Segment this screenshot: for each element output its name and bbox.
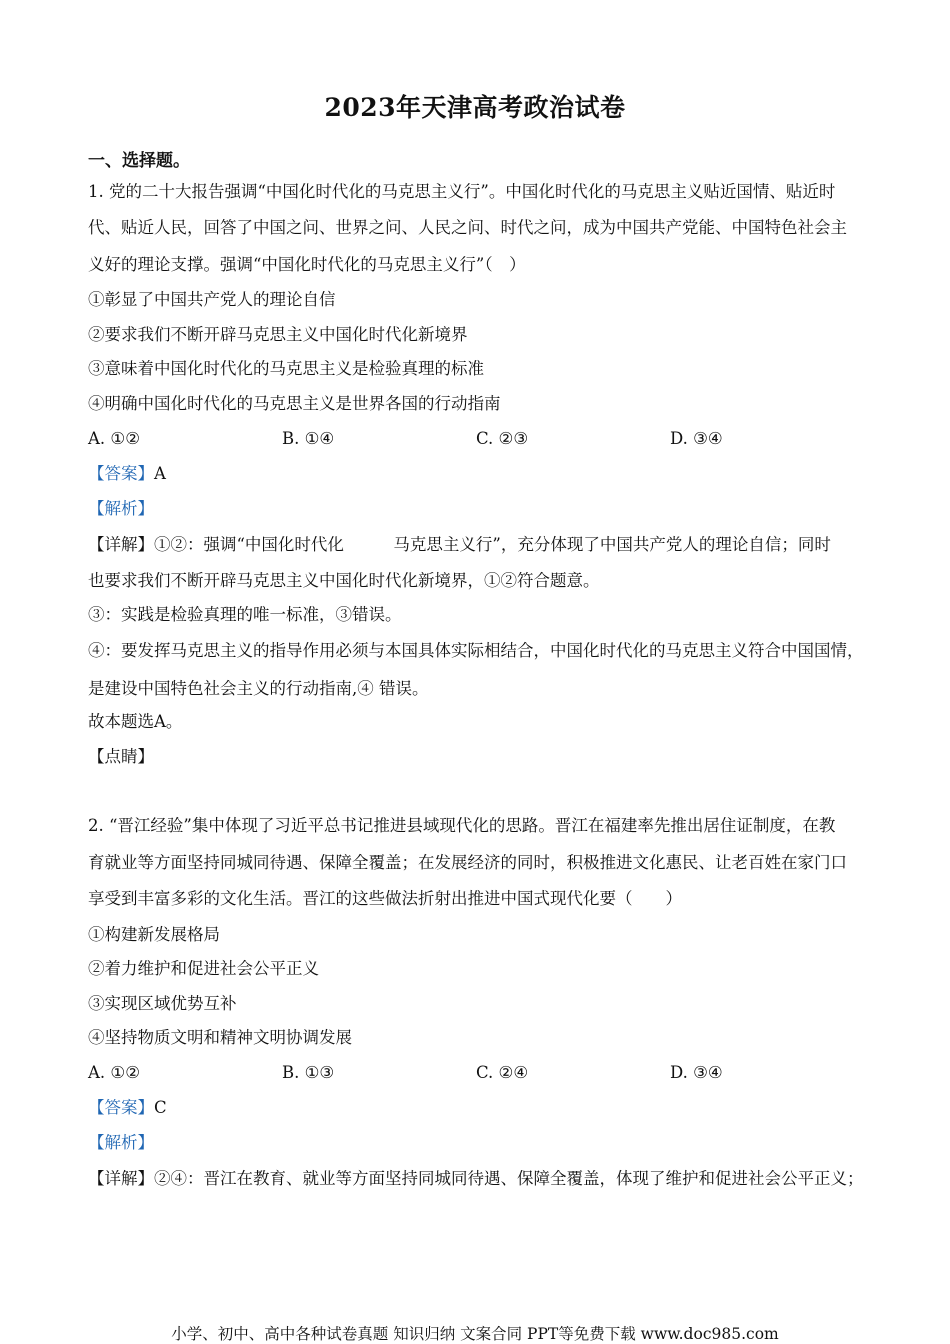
answer-value: A [154, 464, 166, 483]
detail-tag: 【详解】 [88, 1169, 154, 1188]
q1-detail-line: 也要求我们不断开辟马克思主义中国化时代化新境界，①②符合题意。 [88, 571, 600, 590]
q2-stem-line: 育就业等方面坚持同城同待遇、保障全覆盖；在发展经济的同时，积极推进文化惠民、让老百姓在家门口 [88, 853, 847, 872]
q2-detail-line [88, 1168, 868, 1190]
section-heading: 一、选择题。 [88, 151, 190, 171]
q1-detail-line: ③：实践是检验真理的唯一标准，③错误。 [88, 605, 402, 624]
q2-stem-line: 享受到丰富多彩的文化生活。晋江的这些做法折射出推进中国式现代化要（ ） [88, 889, 682, 908]
q2-item: ②着力维护和促进社会公平正义 [88, 959, 319, 978]
q1-option-c: C. ②③ [476, 429, 529, 448]
q1-stem-line: 义好的理论支撑。强调“中国化时代化的马克思主义行”（ ） [88, 255, 526, 274]
page-title: 2023年天津高考政治试卷 [324, 93, 626, 122]
q1-option-b: B. ①④ [282, 429, 335, 448]
analysis-tag: 【解析】 [88, 499, 154, 518]
analysis-tag: 【解析】 [88, 1133, 154, 1152]
detail-text: ①②：强调“中国化时代化 马克思主义行”，充分体现了中国共产党人的理论自信；同时 [154, 535, 831, 554]
footer-note: 小学、初中、高中各种试卷真题 知识归纳 文案合同 PPT等免费下载 www.doc985.com [171, 1325, 779, 1343]
q2-option-d: D. ③④ [670, 1063, 723, 1082]
q1-stem-line: 1. 党的二十大报告强调“中国化时代化的马克思主义行”。中国化时代化的马克思主义贴近国情、贴近时 [88, 182, 836, 201]
q2-item: ④坚持物质文明和精神文明协调发展 [88, 1028, 352, 1047]
q1-item: ②要求我们不断开辟马克思主义中国化时代化新境界 [88, 325, 468, 344]
q1-point-tag: 【点睛】 [88, 747, 154, 766]
q1-conclusion: 故本题选A。 [88, 712, 183, 731]
q1-option-a: A. ①② [88, 429, 140, 448]
q1-detail-line [88, 534, 868, 556]
q2-option-a: A. ①② [88, 1063, 140, 1082]
q2-item: ①构建新发展格局 [88, 925, 220, 944]
q2-item: ③实现区域优势互补 [88, 994, 237, 1013]
answer-tag: 【答案】 [88, 464, 154, 483]
q1-stem-line: 代、贴近人民，回答了中国之问、世界之问、人民之问、时代之问，成为中国共产党能、中国特色社会主 [88, 218, 847, 237]
q2-stem-line: 2. “晋江经验”集中体现了习近平总书记推进县域现代化的思路。晋江在福建率先推出居住证制度，在教 [88, 816, 836, 835]
answer-value: C [154, 1098, 167, 1117]
q1-item: ③意味着中国化时代化的马克思主义是检验真理的标准 [88, 359, 484, 378]
q1-detail-line: ④：要发挥马克思主义的指导作用必须与本国具体实际相结合，中国化时代化的马克思主义符合中国国情， [88, 641, 864, 660]
detail-tag: 【详解】 [88, 535, 154, 554]
detail-text: ②④：晋江在教育、就业等方面坚持同城同待遇、保障全覆盖，体现了维护和促进社会公平正义； [154, 1169, 864, 1188]
q1-answer [88, 463, 868, 485]
q2-analysis-tag [88, 1132, 868, 1154]
answer-tag: 【答案】 [88, 1098, 154, 1117]
q2-answer [88, 1097, 868, 1119]
q2-option-b: B. ①③ [282, 1063, 335, 1082]
q1-detail-line: 是建设中国特色社会主义的行动指南,④ 错误。 [88, 679, 429, 698]
q1-analysis-tag [88, 498, 868, 520]
q1-item: ①彰显了中国共产党人的理论自信 [88, 290, 336, 309]
q2-option-c: C. ②④ [476, 1063, 529, 1082]
q1-option-d: D. ③④ [670, 429, 723, 448]
q1-item: ④明确中国化时代化的马克思主义是世界各国的行动指南 [88, 394, 501, 413]
